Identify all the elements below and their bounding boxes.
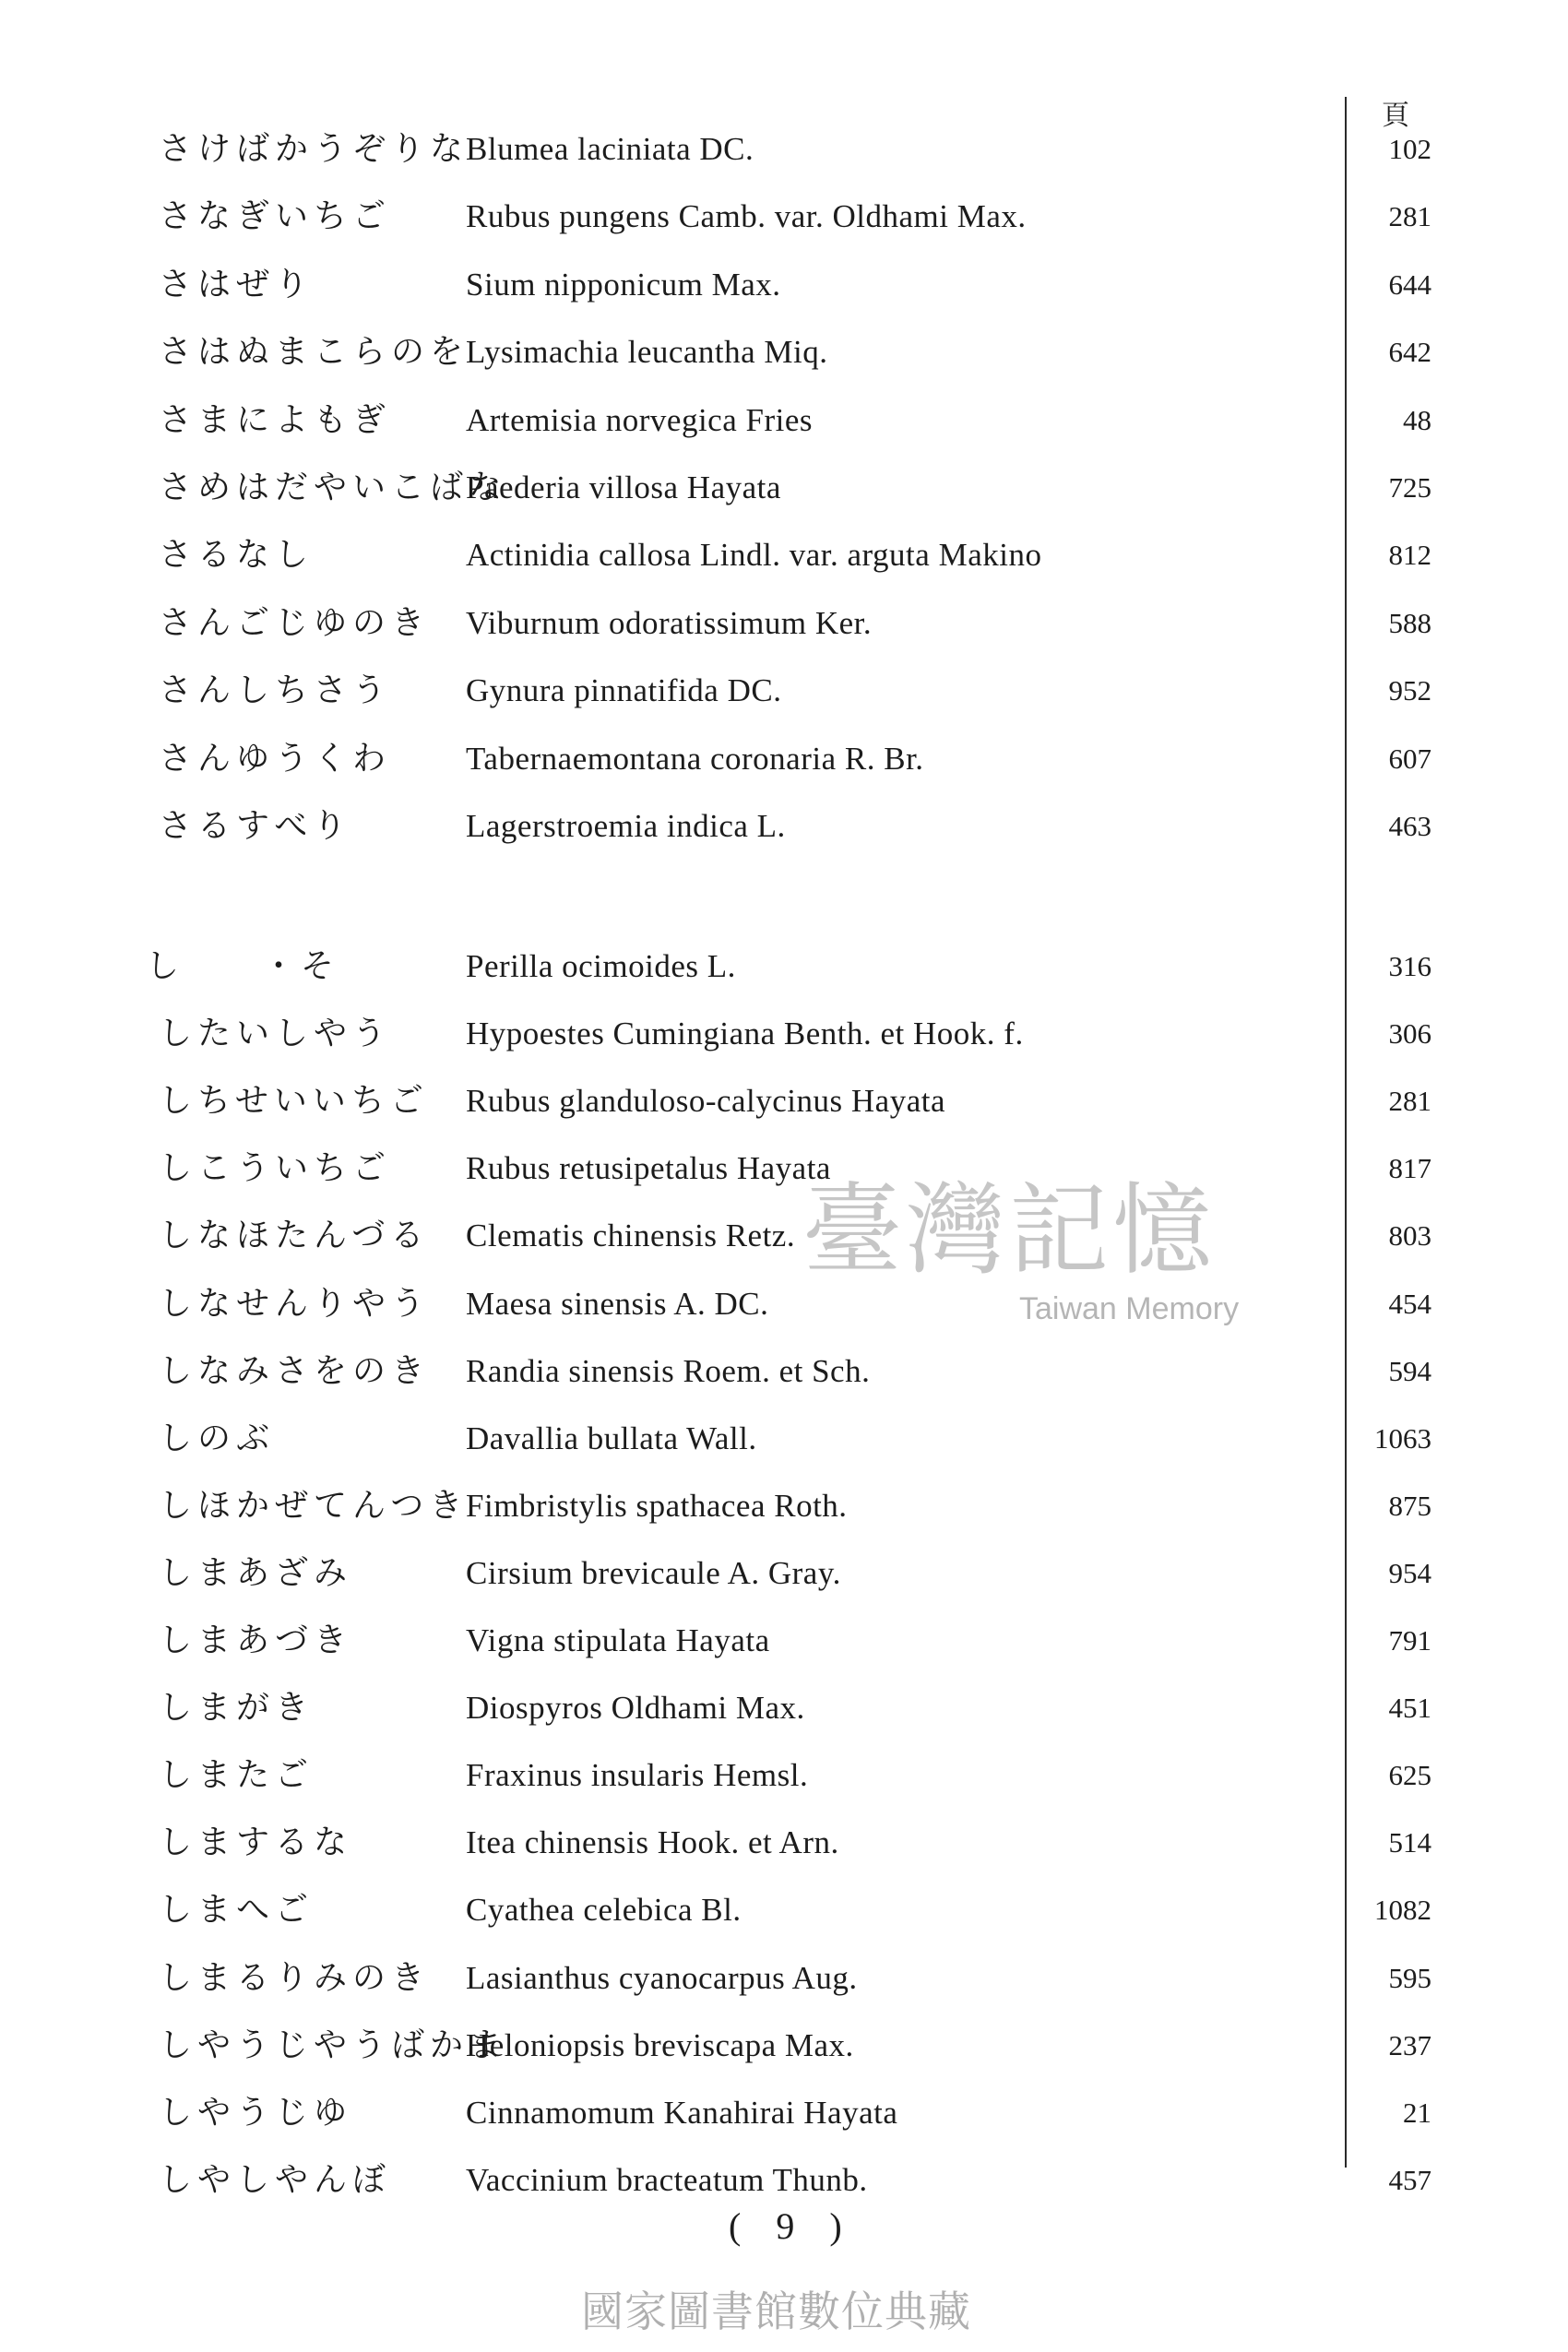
list-item [0, 731, 1568, 787]
entry-latin-name: Hypoestes Cumingiana Benth. et Hook. f. [466, 1016, 1024, 1052]
entry-latin-name: Vaccinium bracteatum Thunb. [466, 2161, 868, 2198]
list-item [0, 1479, 1568, 1534]
list-item [0, 1613, 1568, 1669]
list-item [0, 1277, 1568, 1332]
list-item [0, 2018, 1568, 2073]
entry-page-number: 21 [1403, 2096, 1431, 2129]
entry-japanese-name: しやうじゆ [159, 2093, 353, 2132]
list-item [0, 799, 1568, 854]
entry-latin-name: Randia sinensis Roem. et Sch. [466, 1352, 871, 1389]
entry-japanese-name: しまするな [159, 1823, 353, 1862]
list-item [0, 189, 1568, 244]
list-item [0, 122, 1568, 177]
entry-japanese-name: さんしちさう [159, 671, 392, 710]
entry-japanese-name: さるすべり [159, 807, 352, 845]
entry-page-number: 237 [1388, 2028, 1431, 2061]
entry-page-number: 812 [1388, 539, 1431, 572]
entry-page-number: 725 [1388, 471, 1431, 504]
list-item [0, 1344, 1568, 1399]
entry-page-number: 457 [1388, 2163, 1431, 2196]
entry-page-number: 281 [1388, 200, 1431, 233]
list-item [0, 1951, 1568, 2006]
list-item [0, 1681, 1568, 1736]
entry-latin-name: Tabernaemontana coronaria R. Br. [466, 740, 924, 777]
entry-latin-name: Itea chinensis Hook. et Arn. [466, 1824, 839, 1861]
entry-latin-name: Artemisia norvegica Fries [466, 401, 814, 438]
entry-latin-name: Rubus glanduloso-calycinus Hayata [466, 1083, 946, 1120]
entry-page-number: 642 [1388, 336, 1431, 369]
entry-japanese-name: しまあざみ [159, 1553, 353, 1592]
entry-latin-name: Maesa sinensis A. DC. [466, 1285, 769, 1322]
list-item [0, 325, 1568, 380]
entry-latin-name: Cyathea celebica Bl. [466, 1892, 742, 1929]
entry-japanese-name: したいしやう [159, 1015, 392, 1053]
entry-latin-name: Paederia villosa Hayata [466, 469, 781, 505]
entry-page-number: 594 [1388, 1354, 1431, 1387]
entry-japanese-name: しほかぜてんつき [159, 1486, 469, 1525]
entry-latin-name: Cirsium brevicaule A. Gray. [466, 1554, 841, 1591]
entry-japanese-name: さなぎいちご [159, 197, 392, 236]
entry-japanese-name: しちせいいちご [159, 1082, 429, 1121]
entry-latin-name: Rubus retusipetalus Hayata [466, 1150, 831, 1187]
entry-page-number: 306 [1388, 1017, 1431, 1051]
list-item [0, 460, 1568, 516]
entry-japanese-name: しなほたんづる [159, 1217, 430, 1255]
entry-japanese-name: しまるりみのき [159, 1958, 431, 1997]
entry-japanese-name: しまがき [159, 1689, 315, 1728]
entry-page-number: 281 [1388, 1085, 1431, 1118]
entry-japanese-name: しまへご [159, 1891, 315, 1930]
watermark-logo-en: Taiwan Memory [1019, 1291, 1240, 1326]
list-item [0, 1546, 1568, 1601]
entry-page-number: 1082 [1374, 1894, 1431, 1927]
entry-page-number: 454 [1388, 1287, 1431, 1320]
page-number: ( 9 ) [729, 2205, 855, 2247]
entry-latin-name: Sium nipponicum Max. [466, 266, 781, 303]
entry-page-number: 875 [1388, 1489, 1431, 1522]
entry-japanese-name: しのぶ [159, 1419, 276, 1457]
entry-latin-name: Rubus pungens Camb. var. Oldhami Max. [466, 198, 1027, 235]
list-item [0, 1074, 1568, 1129]
entry-japanese-name: しまたご [159, 1756, 315, 1795]
entry-page-number: 451 [1388, 1692, 1431, 1725]
entry-latin-name: Lysimachia leucantha Miq. [466, 334, 828, 371]
list-item [0, 2085, 1568, 2141]
entry-japanese-name: しなみさをのき [159, 1351, 431, 1390]
entry-latin-name: Perilla ocimoides L. [466, 948, 736, 984]
entry-japanese-name: さまによもぎ [159, 400, 392, 439]
entry-latin-name: Fimbristylis spathacea Roth. [466, 1487, 848, 1524]
entry-japanese-name: さんゆうくわ [159, 739, 392, 778]
entry-page-number: 1063 [1374, 1421, 1431, 1455]
list-item [0, 2153, 1568, 2208]
entry-latin-name: Cinnamomum Kanahirai Hayata [466, 2094, 898, 2131]
library-watermark: 國家圖書館數位典藏 [581, 2287, 971, 2336]
list-item [0, 596, 1568, 651]
entry-japanese-name: さけばかうぞりな [159, 130, 469, 168]
list-item [0, 663, 1568, 719]
entry-latin-name: Clematis chinensis Retz. [466, 1218, 796, 1254]
entry-page-number: 791 [1388, 1624, 1431, 1657]
entry-page-number: 316 [1388, 950, 1431, 982]
watermark-logo-cjk: 臺灣記憶 [802, 1173, 1217, 1289]
entry-japanese-name: しやしやんぼ [159, 2160, 392, 2199]
entry-page-number: 607 [1388, 742, 1431, 775]
entry-latin-name: Davallia bullata Wall. [466, 1420, 757, 1456]
list-item [0, 1006, 1568, 1062]
entry-page-number: 952 [1388, 674, 1431, 707]
entry-japanese-name: しこういちご [159, 1149, 392, 1188]
list-item [0, 257, 1568, 313]
entry-page-number: 817 [1388, 1152, 1431, 1185]
entry-page-number: 588 [1388, 606, 1431, 639]
list-item [0, 1208, 1568, 1264]
entry-latin-name: Vigna stipulata Hayata [466, 1622, 770, 1658]
entry-page-number: 514 [1388, 1826, 1431, 1859]
entry-japanese-name: さめはだやいこばな [159, 469, 508, 506]
list-item [0, 393, 1568, 448]
entry-page-number: 954 [1388, 1556, 1431, 1589]
entry-page-number: 644 [1388, 267, 1431, 301]
entry-japanese-name: しやうじやうばかま [159, 2025, 508, 2064]
entry-japanese-name: さんごじゆのき [159, 603, 431, 642]
page-column-label: 頁 [1382, 100, 1409, 132]
list-item [0, 1141, 1568, 1196]
entry-latin-name: Lagerstroemia indica L. [466, 808, 786, 844]
entry-japanese-name: さはぜり [159, 265, 315, 303]
list-item [0, 528, 1568, 583]
entry-latin-name: Lasianthus cyanocarpus Aug. [466, 1959, 858, 1996]
entry-japanese-name: さるなし [159, 536, 315, 575]
entry-latin-name: Heloniopsis breviscapa Max. [466, 2026, 854, 2063]
entry-page-number: 595 [1388, 1961, 1431, 1994]
entry-latin-name: Diospyros Oldhami Max. [466, 1690, 805, 1727]
entry-latin-name: Viburnum odoratissimum Ker. [466, 604, 873, 641]
entry-page-number: 625 [1388, 1759, 1431, 1792]
entry-latin-name: Gynura pinnatifida DC. [466, 672, 782, 709]
entry-latin-name: Actinidia callosa Lindl. var. arguta Makino [466, 537, 1042, 574]
entry-japanese-name: し ・そ [146, 947, 340, 985]
taiwan-memory-watermark [802, 1171, 1282, 1347]
list-item [0, 1883, 1568, 1938]
entry-latin-name: Fraxinus insularis Hemsl. [466, 1757, 809, 1794]
list-item [0, 1411, 1568, 1467]
entry-page-number: 463 [1388, 810, 1431, 842]
entry-japanese-name: さはぬまこらのを [159, 333, 469, 372]
entry-japanese-name: しなせんりやう [159, 1284, 431, 1323]
list-item [0, 1815, 1568, 1871]
list-item [0, 939, 1568, 994]
entry-page-number: 803 [1388, 1219, 1431, 1253]
entry-page-number: 102 [1388, 133, 1431, 165]
entry-latin-name: Blumea laciniata DC. [466, 131, 754, 167]
entry-japanese-name: しまあづき [159, 1621, 353, 1659]
entry-page-number: 48 [1403, 403, 1431, 436]
list-item [0, 1748, 1568, 1803]
